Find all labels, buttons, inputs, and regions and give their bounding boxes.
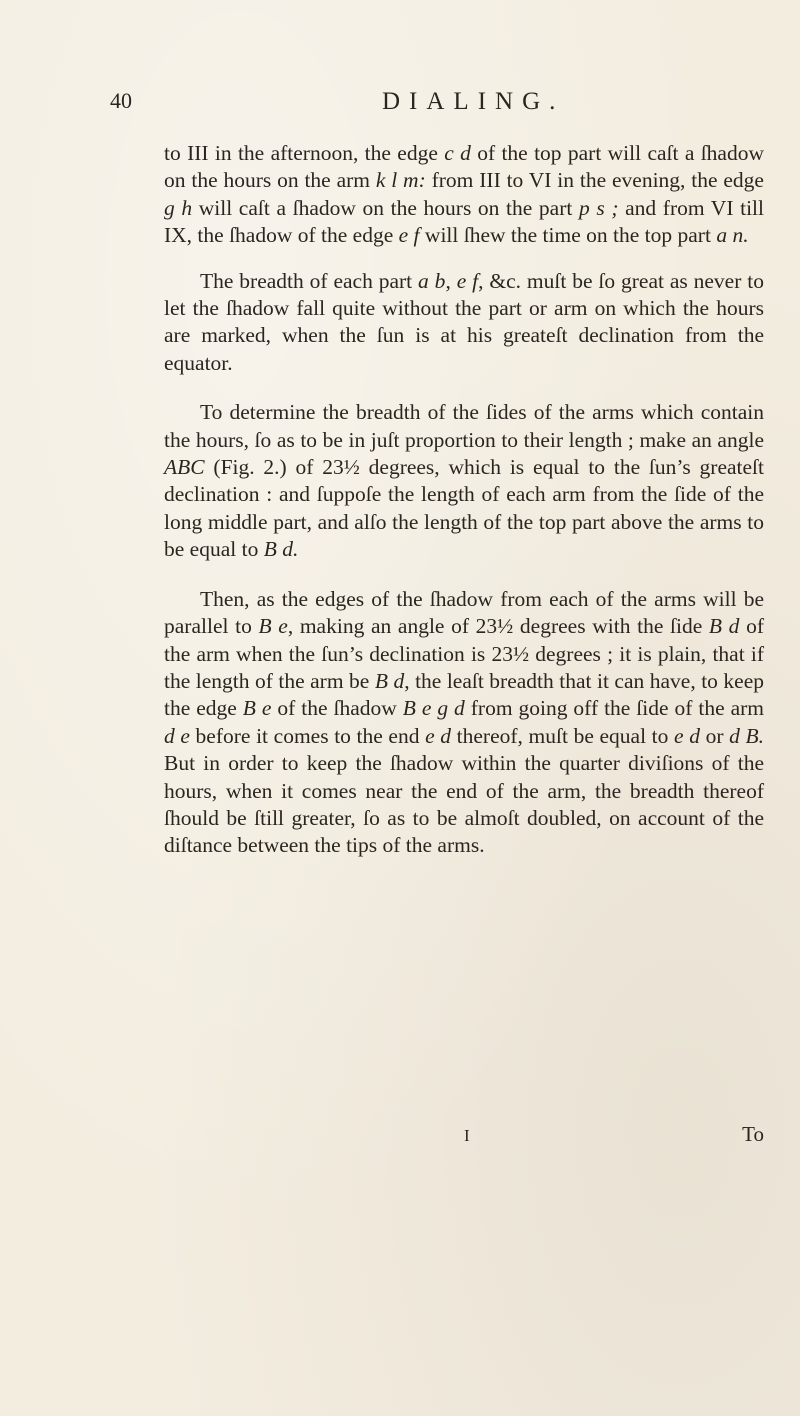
italic-run: a n. bbox=[716, 223, 749, 248]
italic-run: g h bbox=[164, 195, 193, 220]
text-run: from going off the ſide of the arm bbox=[464, 696, 765, 721]
italic-run: B e g d bbox=[402, 696, 465, 721]
italic-run: k l m: bbox=[375, 168, 426, 193]
italic-run: B d bbox=[708, 614, 740, 639]
text-run: of the arm when the ſun’s declination is 23½ degrees ; it is plain, that if the length of the arm be bbox=[164, 614, 764, 693]
page-footer bbox=[164, 1122, 764, 1152]
running-head: DIALING. bbox=[382, 88, 565, 115]
text-run: to III in the afternoon, the edge bbox=[164, 141, 445, 165]
italic-run: d B. bbox=[729, 723, 765, 748]
text-run: The breadth of each part bbox=[200, 268, 419, 293]
text-run: thereof, muſt be equal to bbox=[451, 723, 675, 748]
text-run: , &c. muſt be ſo great as never to let the ſhadow fall quite without the part or arm on which the hours are marked, when the ſun is at his greateſt declination from the equator. bbox=[164, 268, 764, 375]
italic-run: e d bbox=[425, 723, 452, 748]
page-number: 40 bbox=[110, 88, 132, 113]
text-run: from III to VI in the evening, the edge bbox=[425, 168, 764, 193]
text-run: To determine the breadth of the ſides of the arms which contain the hours, ſo as to be in juſt proportion to their length ; make an angle bbox=[164, 400, 764, 452]
paragraph bbox=[164, 586, 764, 860]
text-run: of the top part will caſt a ſhadow on the hours on the arm bbox=[164, 141, 765, 193]
catchword: To bbox=[742, 1122, 764, 1146]
text-run: and from VI till IX, the ſhadow of the edge bbox=[164, 195, 764, 248]
paragraph bbox=[164, 268, 764, 378]
signature-mark: I bbox=[464, 1126, 470, 1145]
italic-run: c d bbox=[444, 141, 471, 165]
body-text bbox=[164, 140, 764, 860]
italic-run: e d bbox=[674, 723, 700, 748]
paragraph bbox=[164, 399, 764, 563]
text-run: will caſt a ſhadow on the hours on the part bbox=[192, 195, 579, 220]
italic-run: B e bbox=[242, 696, 272, 721]
text-run: , making an angle of 23½ degrees with the ſide bbox=[287, 614, 709, 639]
text-run: before it comes to the end bbox=[189, 723, 426, 748]
page-header bbox=[110, 88, 710, 124]
text-run: , the leaſt breadth that it can have, to keep the edge bbox=[164, 668, 764, 721]
text-run: , bbox=[445, 268, 457, 293]
italic-run: B d bbox=[374, 668, 405, 693]
text-run: will ſhew the time on the top part bbox=[419, 223, 717, 248]
italic-run: d e bbox=[164, 723, 190, 748]
italic-run: B d. bbox=[263, 537, 299, 562]
italic-run: a b bbox=[418, 268, 446, 293]
italic-run: p s ; bbox=[578, 195, 619, 220]
text-run: or bbox=[699, 723, 730, 748]
text-run: of the ſhadow bbox=[271, 696, 403, 721]
italic-run: B e bbox=[258, 614, 288, 639]
paragraph bbox=[164, 140, 764, 250]
text-run: (Fig. 2.) of 23½ degrees, which is equal to the ſun’s greateſt declination : and ſuppoſe the length of each arm from the ſide of the long middle part, and alſo the length of the top part above the arms to be equal to bbox=[164, 455, 764, 562]
italic-run: e f bbox=[456, 268, 479, 293]
text-run: Then, as the edges of the ſhadow from each of the arms will be parallel to bbox=[164, 586, 764, 639]
italic-run: ABC bbox=[164, 455, 205, 480]
italic-run: e f bbox=[398, 223, 420, 248]
text-run: But in order to keep the ſhadow within the quarter diviſions of the hours, when it comes near the end of the arm, the breadth thereof ſhould be ſtill greater, ſo as to be almoſt doubled, on account of the diſtance between the tips of the arms. bbox=[164, 751, 764, 858]
